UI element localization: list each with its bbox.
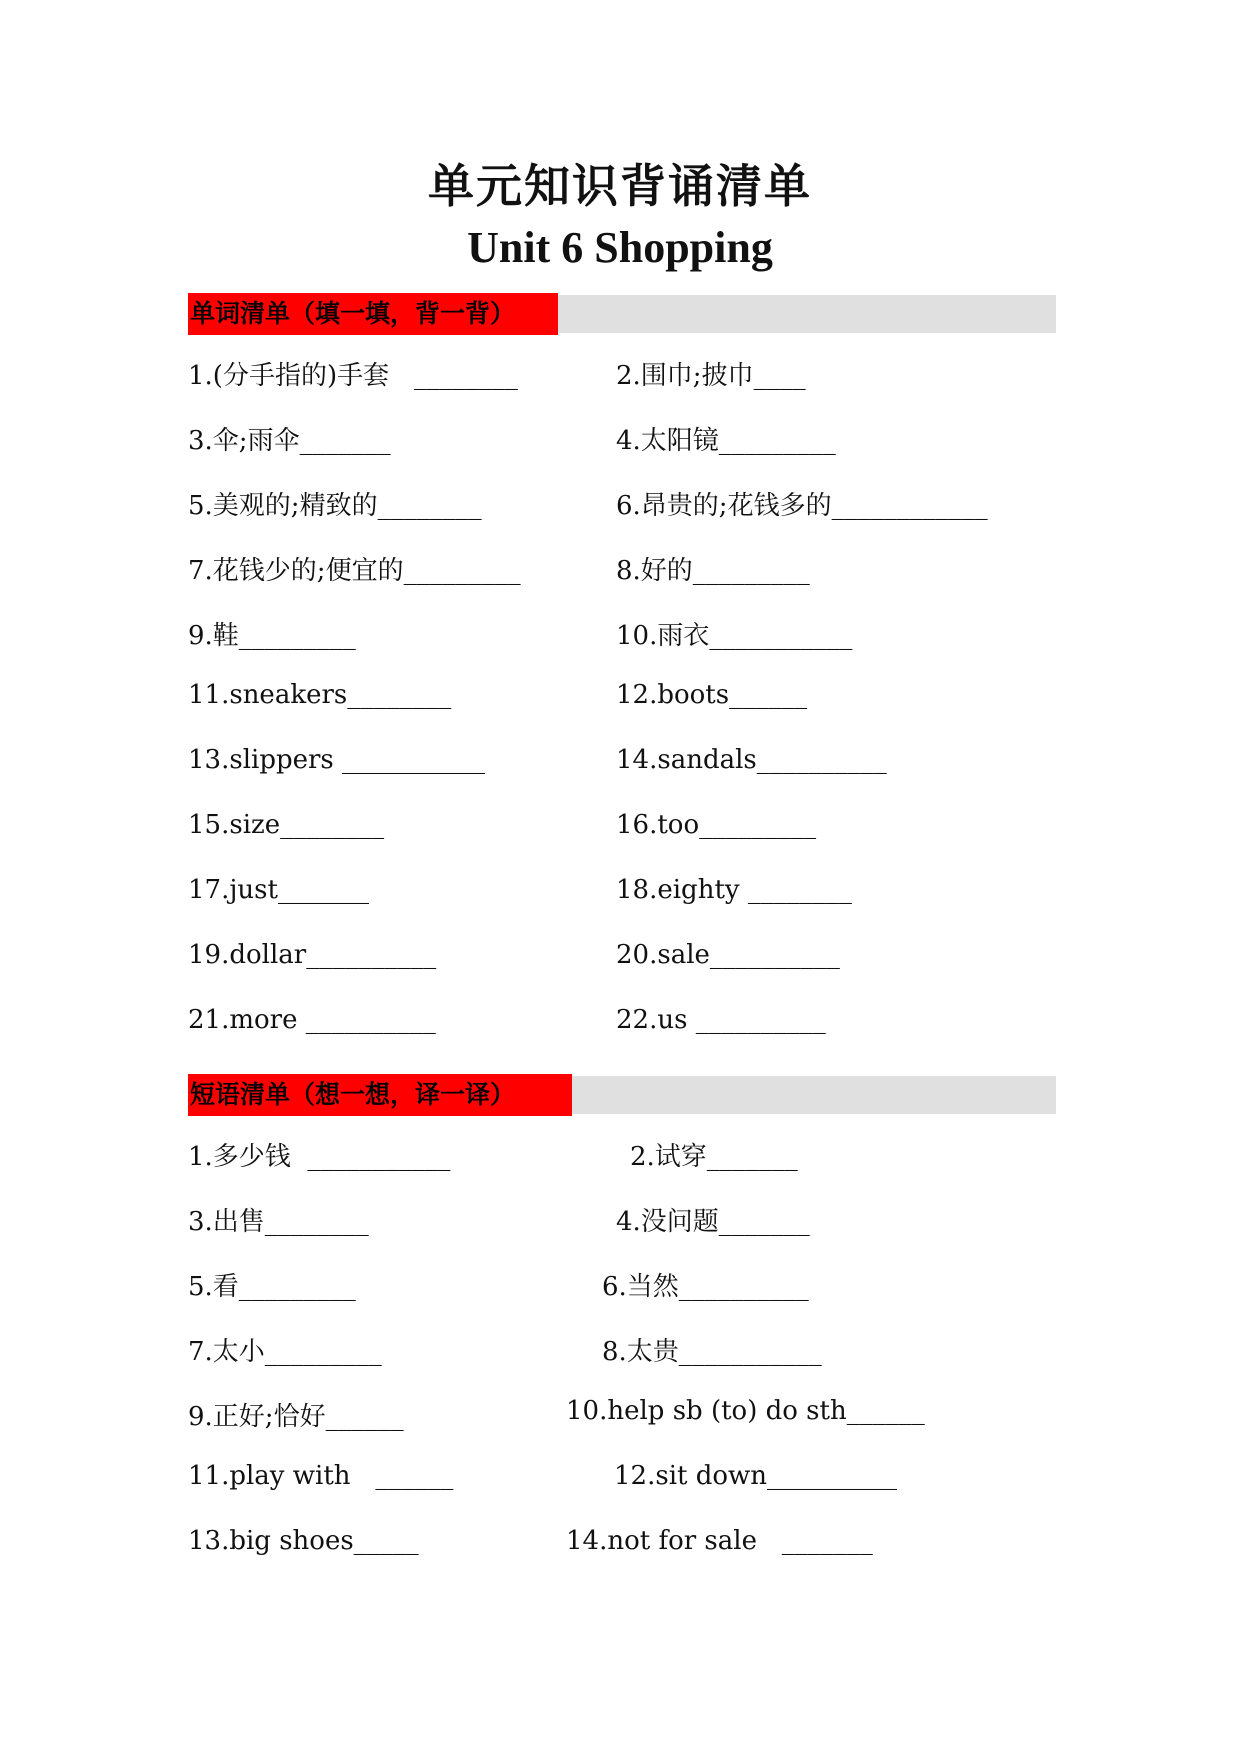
vocab-item: 10.雨衣___________ [616,621,853,651]
phrase-item: 9.正好;恰好______ [188,1402,404,1432]
vocab-item: 19.dollar__________ [188,940,437,970]
vocab-item: 11.sneakers________ [188,680,452,710]
phrase-section-label: 短语清单（想一想，译一译） [188,1074,572,1116]
phrase-item: 4.没问题_______ [616,1207,810,1237]
document-title: 单元知识背诵清单 [428,159,812,213]
phrase-item: 2.试穿_______ [630,1142,798,1172]
vocab-item: 2.围巾;披巾____ [616,361,806,391]
vocab-item: 4.太阳镜_________ [616,426,836,456]
vocab-item: 21.more __________ [188,1005,436,1035]
vocab-item: 16.too_________ [616,810,817,840]
vocab-item: 3.伞;雨伞_______ [188,426,391,456]
vocab-item: 20.sale__________ [616,940,840,970]
phrase-item: 11.play with ______ [188,1461,454,1491]
phrase-section-header [188,1076,1056,1114]
vocab-item: 18.eighty ________ [616,875,852,905]
phrase-item: 1.多少钱 ___________ [188,1142,451,1172]
vocab-item: 13.slippers ___________ [188,745,486,775]
vocab-item: 7.花钱少的;便宜的_________ [188,556,521,586]
phrase-item: 10.help sb (to) do sth______ [566,1396,925,1426]
vocab-item: 5.美观的;精致的________ [188,491,482,521]
vocab-item: 6.昂贵的;花钱多的____________ [616,491,988,521]
vocab-item: 1.(分手指的)手套 ________ [188,361,518,391]
vocab-item: 12.boots______ [616,680,808,710]
vocabulary-section-label: 单词清单（填一填，背一背） [188,293,558,335]
phrase-item: 7.太小_________ [188,1337,382,1367]
phrase-item: 3.出售________ [188,1207,369,1237]
vocab-item: 15.size________ [188,810,385,840]
vocabulary-section-header [188,295,1056,333]
phrase-item: 14.not for sale _______ [566,1526,873,1556]
vocab-item: 14.sandals__________ [616,745,887,775]
vocab-item: 9.鞋_________ [188,621,356,651]
vocab-item: 17.just_______ [188,875,369,905]
phrase-item: 13.big shoes_____ [188,1526,419,1556]
document-subtitle: Unit 6 Shopping [467,223,773,272]
phrase-item: 8.太贵___________ [602,1337,822,1367]
phrase-item: 5.看_________ [188,1272,356,1302]
phrase-item: 12.sit down__________ [614,1461,898,1491]
vocab-item: 22.us __________ [616,1005,826,1035]
vocab-item: 8.好的_________ [616,556,810,586]
phrase-item: 6.当然__________ [602,1272,809,1302]
